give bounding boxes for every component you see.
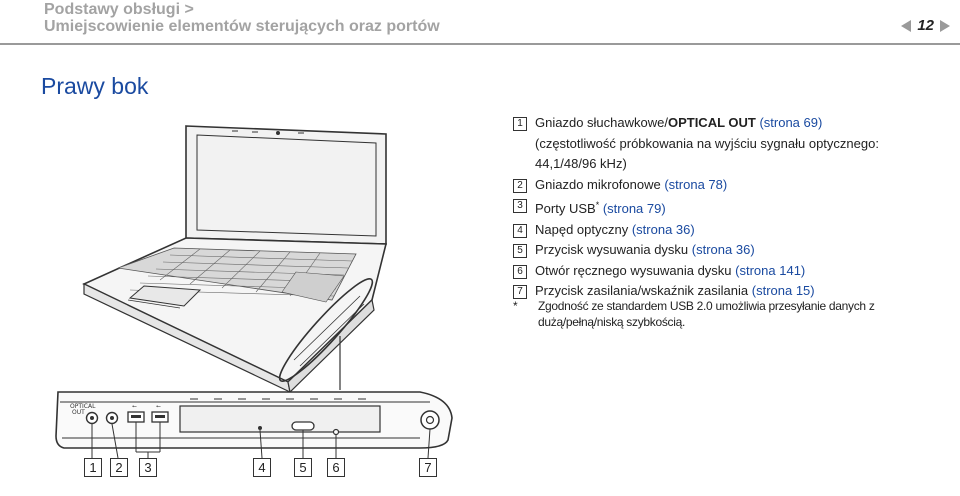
footnote-marker: * xyxy=(595,200,600,210)
page-number: 12 xyxy=(917,17,934,34)
item-number: 1 xyxy=(513,117,527,131)
list-item xyxy=(513,195,943,220)
list-item xyxy=(513,220,943,241)
breadcrumb-parent[interactable]: Podstawy obsługi > xyxy=(44,1,194,18)
item-detail: (częstotliwość próbkowania na wyjściu sygnału optycznego: xyxy=(535,135,879,151)
item-number: 4 xyxy=(513,224,527,238)
page-link[interactable]: (strona 78) xyxy=(664,176,728,192)
item-text: Gniazdo słuchawkowe/ xyxy=(535,115,668,130)
section-title: Prawy bok xyxy=(41,73,149,99)
out-label: OUT xyxy=(72,409,85,416)
item-number: 7 xyxy=(513,285,527,299)
list-item xyxy=(513,261,943,282)
page-link[interactable]: (strona 79) xyxy=(599,201,666,216)
item-text: Przycisk zasilania/wskaźnik zasilania xyxy=(535,283,752,298)
callout-box: 3 xyxy=(139,458,157,477)
callout-box: 5 xyxy=(294,458,312,477)
callout-box: 7 xyxy=(419,458,437,477)
breadcrumb-current: Umiejscowienie elementów sterujących oraz portów xyxy=(44,18,440,35)
svg-text:⭠: ⭠ xyxy=(156,403,161,410)
callout-box: 2 xyxy=(110,458,128,477)
callout-box: 4 xyxy=(253,458,271,477)
list-item xyxy=(513,240,943,261)
page-link[interactable]: (strona 141) xyxy=(735,262,806,278)
item-text: Porty USB xyxy=(535,201,596,216)
svg-text:⭠: ⭠ xyxy=(132,403,137,410)
footnote-marker: * xyxy=(513,299,518,313)
page-link[interactable]: (strona 69) xyxy=(755,115,823,130)
optical-label: OPTICAL xyxy=(70,403,96,410)
component-list xyxy=(513,113,943,302)
item-detail: 44,1/48/96 kHz) xyxy=(535,156,627,171)
item-number: 6 xyxy=(513,265,527,279)
item-text: Napęd optyczny xyxy=(535,221,632,237)
item-number: 2 xyxy=(513,179,527,193)
page-link[interactable]: (strona 36) xyxy=(631,221,695,237)
item-number: 5 xyxy=(513,244,527,258)
callout-box: 1 xyxy=(84,458,102,477)
page-link[interactable]: (strona 36) xyxy=(691,242,755,257)
item-number: 3 xyxy=(513,199,527,213)
callout-box: 6 xyxy=(327,458,345,477)
item-text: Gniazdo mikrofonowe xyxy=(535,176,665,192)
list-item xyxy=(513,113,943,175)
footnote-text: Zgodność ze standardem USB 2.0 umożliwia przesyłanie danych z dużą/pełną/niską szybkością. xyxy=(538,299,875,329)
item-text-bold: OPTICAL OUT xyxy=(667,115,756,130)
item-text: Przycisk wysuwania dysku xyxy=(535,242,692,257)
page-link[interactable]: (strona 15) xyxy=(751,283,815,298)
item-text: Otwór ręcznego wysuwania dysku xyxy=(535,262,736,278)
list-item xyxy=(513,175,943,196)
